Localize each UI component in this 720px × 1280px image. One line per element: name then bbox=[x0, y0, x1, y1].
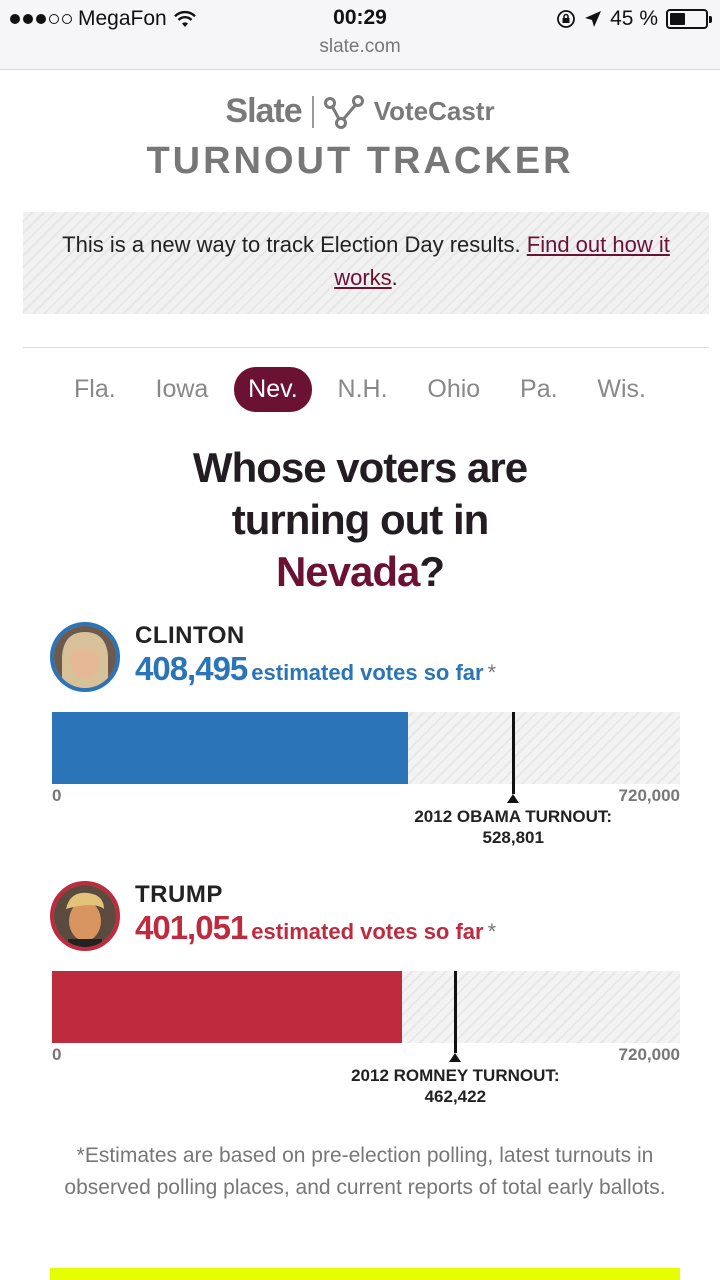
candidate-clinton bbox=[50, 622, 680, 852]
yellow-banner[interactable] bbox=[50, 1268, 680, 1280]
votecastr-logo-text: VoteCastr bbox=[373, 96, 495, 126]
tab-nev[interactable]: Nev. bbox=[234, 367, 312, 412]
axis-max-label: 720,000 bbox=[618, 1045, 680, 1064]
candidate-votes bbox=[135, 909, 496, 947]
reference-value: 462,422 bbox=[424, 1087, 487, 1106]
avatar-trump bbox=[50, 881, 120, 951]
battery-percent: 45 % bbox=[610, 7, 658, 30]
page-title: TURNOUT TRACKER bbox=[146, 140, 574, 182]
tab-ohio[interactable]: Ohio bbox=[427, 375, 481, 403]
vote-suffix: estimated votes so far bbox=[251, 660, 484, 685]
url-bar[interactable]: slate.com bbox=[319, 36, 401, 57]
reference-label: 2012 ROMNEY TURNOUT: bbox=[351, 1066, 560, 1085]
footnote: *Estimates are based on pre-election polling, latest turnouts in observed polling places, and current reports of total early ballots. bbox=[64, 1144, 666, 1199]
vote-count: 401,051 bbox=[135, 909, 248, 946]
reference-marker bbox=[512, 712, 515, 794]
candidate-votes bbox=[135, 650, 496, 688]
signal-strength-icon bbox=[10, 14, 72, 24]
location-arrow-icon bbox=[584, 10, 602, 28]
candidate-name: CLINTON bbox=[135, 622, 245, 649]
bar-fill-trump bbox=[52, 971, 402, 1043]
reference-turnout-label bbox=[325, 1065, 585, 1107]
reference-marker bbox=[454, 971, 457, 1053]
info-notice bbox=[23, 212, 709, 314]
turnout-bar bbox=[52, 712, 680, 784]
tab-iowa[interactable]: Iowa bbox=[155, 375, 209, 403]
rotation-lock-icon bbox=[556, 9, 576, 29]
axis-min-label: 0 bbox=[52, 1045, 62, 1064]
notice-period: . bbox=[391, 265, 398, 290]
divider bbox=[23, 347, 709, 348]
notice-text: This is a new way to track Election Day results. bbox=[62, 232, 521, 257]
headline bbox=[0, 442, 720, 598]
candidate-trump bbox=[50, 881, 680, 1111]
bar-fill-clinton bbox=[52, 712, 408, 784]
axis-min-label: 0 bbox=[52, 786, 62, 805]
tab-nh[interactable]: N.H. bbox=[337, 375, 388, 403]
headline-line-2: turning out in bbox=[231, 496, 489, 543]
tab-wis[interactable]: Wis. bbox=[597, 375, 646, 403]
axis-max-label: 720,000 bbox=[618, 786, 680, 805]
avatar-clinton bbox=[50, 622, 120, 692]
carrier-signal bbox=[10, 7, 197, 31]
slate-logo: Slate bbox=[225, 92, 302, 130]
clinton-portrait-icon bbox=[54, 626, 116, 688]
battery-icon bbox=[666, 9, 708, 29]
brand-divider bbox=[312, 96, 314, 128]
turnout-bar bbox=[52, 971, 680, 1043]
state-tabs bbox=[60, 367, 660, 412]
brand-lockup[interactable] bbox=[0, 92, 720, 131]
headline-question-mark: ? bbox=[419, 548, 445, 595]
candidate-name: TRUMP bbox=[135, 881, 223, 908]
votecastr-logo-icon bbox=[324, 95, 364, 129]
status-bar bbox=[0, 0, 720, 70]
clock: 00:29 bbox=[333, 6, 387, 29]
headline-line-1: Whose voters are bbox=[192, 444, 528, 491]
tab-fla[interactable]: Fla. bbox=[74, 375, 116, 403]
reference-marker-arrow bbox=[507, 794, 519, 803]
tab-pa[interactable]: Pa. bbox=[520, 375, 558, 403]
reference-marker-arrow bbox=[449, 1053, 461, 1062]
wifi-icon bbox=[173, 10, 197, 28]
reference-label: 2012 OBAMA TURNOUT: bbox=[414, 807, 613, 826]
trump-portrait-icon bbox=[54, 885, 116, 947]
carrier-name: MegaFon bbox=[78, 7, 167, 30]
reference-value: 528,801 bbox=[482, 828, 544, 847]
headline-state: Nevada bbox=[275, 548, 420, 595]
vote-count: 408,495 bbox=[135, 650, 248, 687]
how-it-works-link[interactable]: Find out how it works bbox=[334, 232, 670, 290]
reference-turnout-label bbox=[383, 806, 643, 848]
asterisk: * bbox=[487, 660, 497, 685]
status-right bbox=[556, 7, 708, 31]
asterisk: * bbox=[487, 919, 497, 944]
vote-suffix: estimated votes so far bbox=[251, 919, 484, 944]
